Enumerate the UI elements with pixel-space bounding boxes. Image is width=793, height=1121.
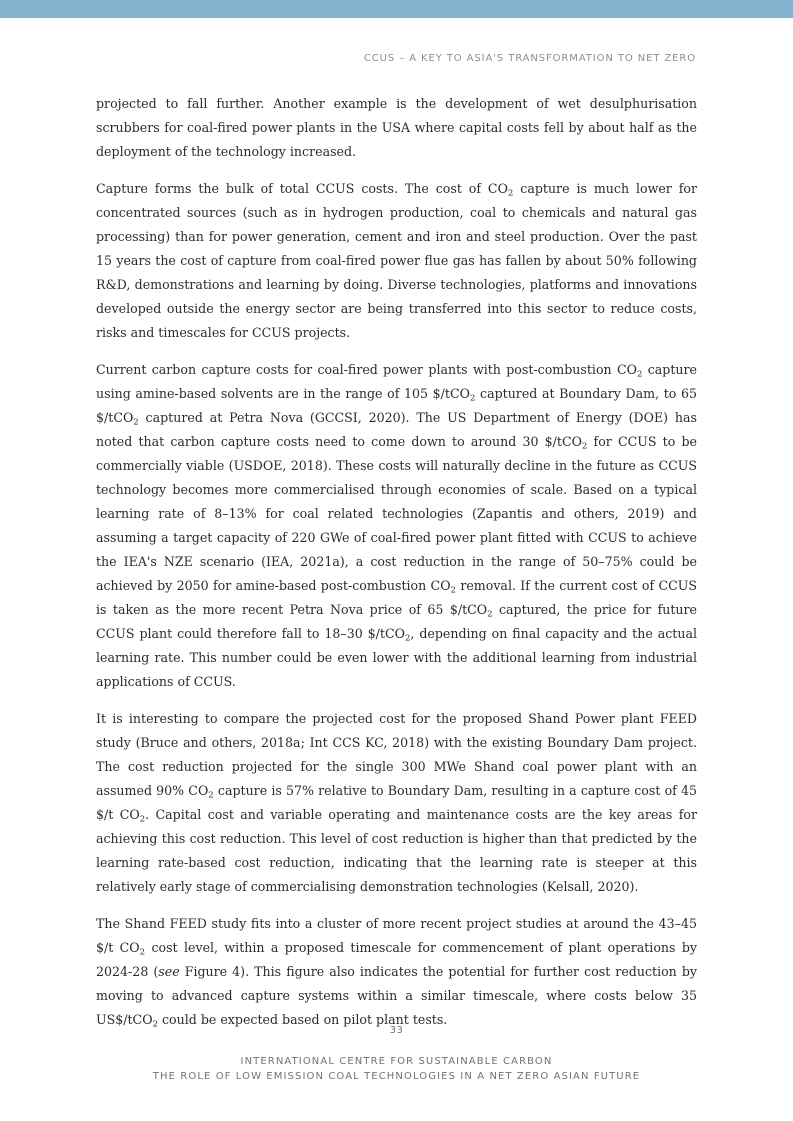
paragraph: It is interesting to compare the projected cost for the proposed Shand Power plant FEED study (Bruce and others, 2018a; Int CCS KC, 2018) with the existing Boundary Dam project. The cost reduction projected for the single 300 MWe Shand coal power plant with an assumed 90% $CO_2$ capture is 57% relative to Boundary Dam, resulting in a capture cost of 45 $/t $CO_2$. Capital cost and variable operating and maintenance costs are the key areas for achieving this cost reduction. This level of cost reduction is higher than that predicted by the learning rate-based cost reduction, indicating that the learning rate is steeper at this relatively early stage of commercialising demonstration technologies (Kelsall, 2020). <box>96 711 698 894</box>
paragraph: Current carbon capture costs for coal-fired power plants with post-combustion $CO_2$ capture using amine-based solvents are in the range of 105 $/tCO$_2$ captured at Boundary Dam, to 65 $/tCO$_2$ captured at Petra Nova (GCCSI, 2020). The US Department of Energy (DOE) has noted that carbon capture costs need to come down to around 30 $/tCO$_2$ for CCUS to be commercially viable (USDOE, 2018). These costs will naturally decline in the future as CCUS technology becomes more commercialised through economies of scale. Based on a typical learning rate of 8–13% for coal related technologies (Zapantis and others, 2019) and assuming a target capacity of 220 GWe of coal-fired power plant fitted with CCUS to achieve the IEA's NZE scenario (IEA, 2021a), a cost reduction in the range of 50–75% could be achieved by 2050 for amine-based post-combustion $CO_2$ removal. If the current cost of CCUS is taken as the more recent Petra Nova price of 65 $/tCO$_2$ captured, the price for future CCUS plant could therefore fall to 18–30 $/tCO$_2$, depending on final capacity and the actual learning rate. This number could be even lower with the additional learning from industrial applications of CCUS. <box>96 362 698 689</box>
top-color-band <box>0 0 793 18</box>
paragraph: The Shand FEED study fits into a cluster of more recent project studies at around the 43–45 $/t $CO_2$ cost level, within a proposed timescale for commencement of plant operations by 2024-28 (see Figure 4). This figure also indicates the potential for further cost reduction by moving to advanced capture systems within a similar timescale, where costs below 35 US$/tCO$_2$ could be expected based on pilot plant tests. <box>96 916 698 1030</box>
footer-organisation: INTERNATIONAL CENTRE FOR SUSTAINABLE CARBON <box>240 1056 553 1067</box>
footer <box>0 1054 793 1084</box>
running-header: CCUS – A KEY TO ASIA'S TRANSFORMATION TO NET ZERO <box>363 53 696 64</box>
page-number: 33 <box>389 1025 404 1036</box>
body-text <box>96 92 697 1045</box>
paragraph: projected to fall further. Another example is the development of wet desulphurisation scrubbers for coal-fired power plants in the USA where capital costs fell by about half as the deployment of the technology increased. <box>96 96 697 159</box>
paragraph: Capture forms the bulk of total CCUS costs. The cost of $CO_2$ capture is much lower for concentrated sources (such as in hydrogen production, coal to chemicals and natural gas processing) than for power generation, cement and iron and steel production. Over the past 15 years the cost of capture from coal-fired power flue gas has fallen by about 50% following R&D, demonstrations and learning by doing. Diverse technologies, platforms and innovations developed outside the energy sector are being transferred into this sector to reduce costs, risks and timescales for CCUS projects. <box>96 181 697 340</box>
footer-report-title: THE ROLE OF LOW EMISSION COAL TECHNOLOGIES IN A NET ZERO ASIAN FUTURE <box>152 1071 641 1082</box>
